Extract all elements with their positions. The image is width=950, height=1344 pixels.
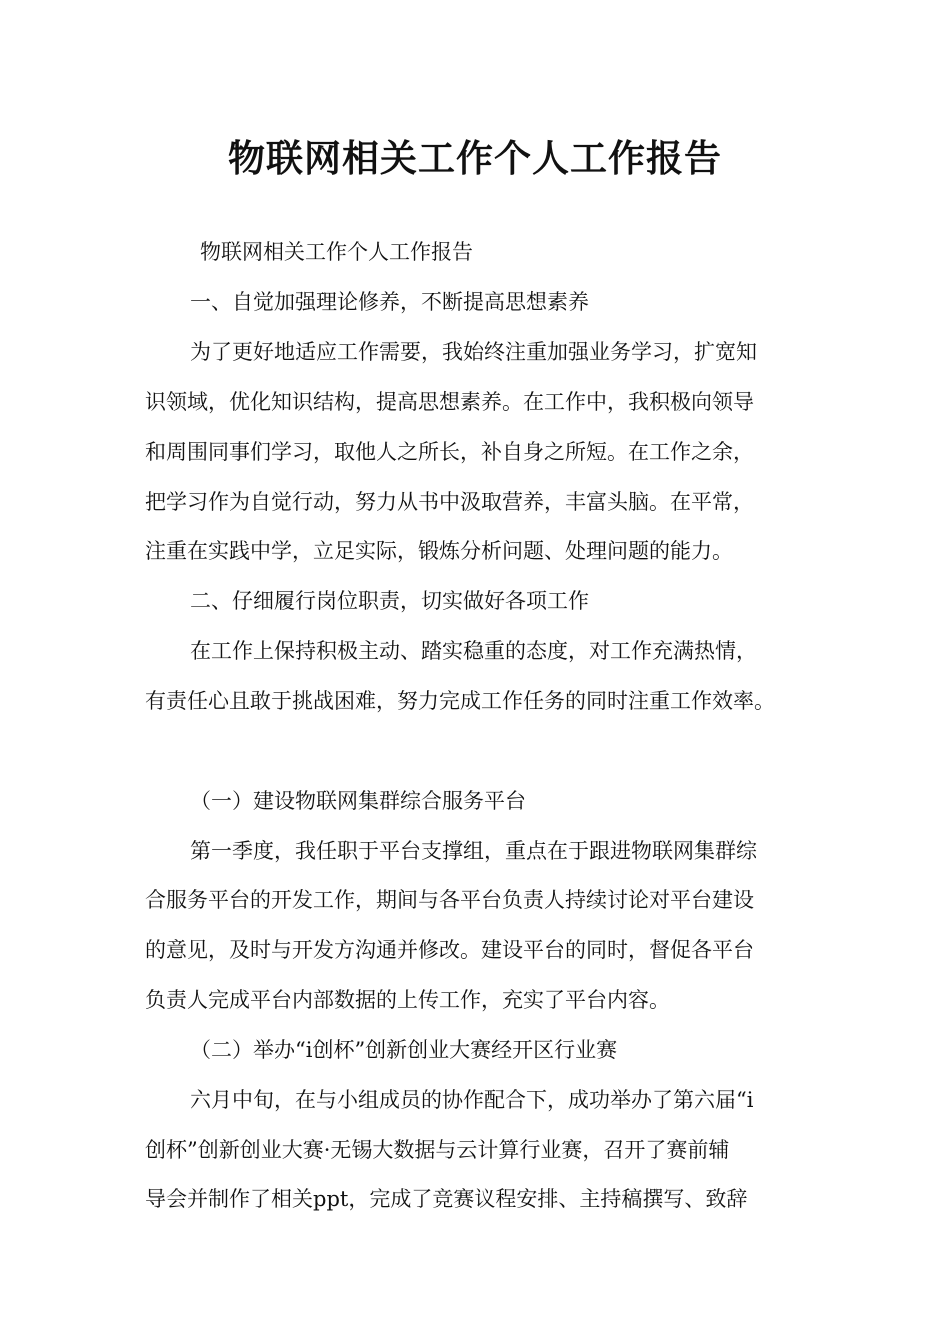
paragraph-line: 注重在实践中学，立足实际，锻炼分析问题、处理问题的能力。 [145, 539, 733, 563]
section-heading-2: 二、仔细履行岗位职责，切实做好各项工作 [190, 589, 589, 613]
document-subtitle: 物联网相关工作个人工作报告 [200, 240, 473, 264]
section-heading-1: 一、自觉加强理论修养，不断提高思想素养 [190, 290, 589, 314]
paragraph-line: 有责任心且敢于挑战困难，努力完成工作任务的同时注重工作效率。 [145, 689, 775, 713]
document-title: 物联网相关工作个人工作报告 [228, 137, 722, 180]
paragraph-line: 识领域，优化知识结构，提高思想素养。在工作中，我积极向领导 [145, 390, 754, 414]
subsection-heading-1: （一）建设物联网集群综合服务平台 [190, 789, 526, 813]
paragraph-line: 创杯”创新创业大赛·无锡大数据与云计算行业赛，召开了赛前辅 [145, 1138, 730, 1162]
paragraph-line: 和周围同事们学习，取他人之所长，补自身之所短。在工作之余， [145, 440, 754, 464]
paragraph-line: 合服务平台的开发工作，期间与各平台负责人持续讨论对平台建设 [145, 888, 754, 912]
paragraph-line: 在工作上保持积极主动、踏实稳重的态度，对工作充满热情， [190, 639, 757, 663]
paragraph-line: 把学习作为自觉行动，努力从书中汲取营养，丰富头脑。在平常， [145, 490, 754, 514]
paragraph-line: 第一季度，我任职于平台支撑组，重点在于跟进物联网集群综 [190, 839, 757, 863]
paragraph-line: 导会并制作了相关ppt，完成了竞赛议程安排、主持稿撰写、致辞 [145, 1187, 748, 1211]
paragraph-line: 为了更好地适应工作需要，我始终注重加强业务学习，扩宽知 [190, 340, 757, 364]
paragraph-line: 的意见，及时与开发方沟通并修改。建设平台的同时，督促各平台 [145, 938, 754, 962]
paragraph-line: 负责人完成平台内部数据的上传工作，充实了平台内容。 [145, 988, 670, 1012]
subsection-heading-2: （二）举办“i创杯”创新创业大赛经开区行业赛 [190, 1038, 618, 1062]
paragraph-line: 六月中旬，在与小组成员的协作配合下，成功举办了第六届“i [190, 1088, 754, 1112]
